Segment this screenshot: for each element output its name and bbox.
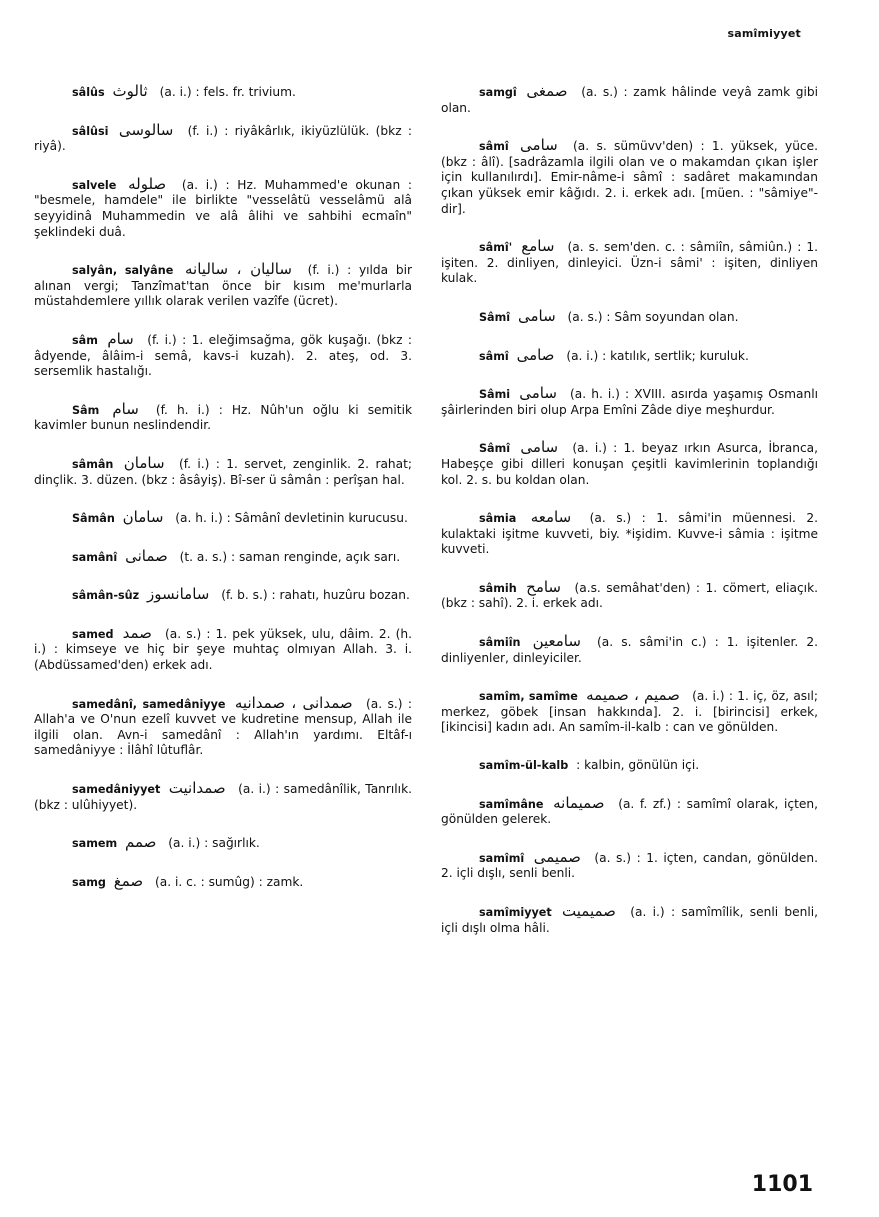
entry-arabic-script: صمیمیت: [562, 902, 616, 920]
dictionary-entry: [34, 174, 413, 240]
dictionary-entry: [34, 871, 412, 891]
dictionary-entry: [441, 634, 818, 666]
entry-definition: (a. s.) : 1. sâmi'in müennesi. 2. kulaktaki işitme kuvveti, biy. *işidim. Kuvve-i sâmia : işitme kuvveti.: [441, 511, 819, 557]
entry-definition: (a. s.) : zamk hâlinde veyâ zamk gibi olan.: [441, 85, 819, 115]
dictionary-entry: [441, 386, 818, 418]
dictionary-entry: [441, 904, 818, 936]
entry-definition: (f. i.) : 1. eleğimsağma, gök kuşağı. (bkz : âdyende, âlâim-i semâ, kavs-i kuzah). 2. ateş, od. 3. sersemlik hastalığı.: [34, 332, 413, 379]
entry-definition: (a. s. sem'den. c. : sâmiîn, sâmiûn.) : 1. işiten. 2. dinliyen, dinleyici. Üzn-i sâmi' : işiten, dinliyen kulak.: [441, 240, 819, 286]
entry-definition: (a. s. sâmi'in c.) : 1. işitenler. 2. dinliyenler, dinleyiciler.: [441, 635, 818, 665]
right-column: [441, 84, 818, 958]
entry-headword: samîm, samîme: [479, 690, 578, 704]
dictionary-entry: [34, 546, 412, 566]
dictionary-entry: [441, 138, 818, 217]
dictionary-entry: [34, 453, 412, 488]
entry-arabic-script: صمم: [125, 833, 157, 852]
entry-headword: Sâmi: [479, 388, 511, 402]
entry-arabic-script: سامح: [526, 577, 561, 596]
entry-arabic-script: سامان: [122, 508, 164, 527]
entry-definition: (a. i.) : fels. fr. trivium.: [159, 85, 296, 99]
entry-arabic-script: سامع: [521, 237, 555, 256]
entry-definition: (a. f. zf.) : samîmî olarak, içten, gönülden gelerek.: [441, 796, 819, 827]
entry-definition: (a. s.) : Sâm soyundan olan.: [567, 309, 739, 324]
page-number: 1101: [751, 1172, 813, 1197]
entry-definition: (f. i.) : yılda bir alınan vergi; Tanzîmat'tan önce bir kısım me'murlarla müstahdemlere yıllık olarak verilen vazîfe (ücret).: [34, 263, 412, 309]
entry-headword: samîmâne: [479, 797, 544, 811]
running-head: samîmiyyet: [727, 27, 801, 40]
dictionary-entry: [441, 847, 818, 882]
dictionary-entry: [441, 345, 818, 365]
dictionary-entry: [441, 758, 818, 774]
entry-definition: (f. b. s.) : rahatı, huzûru bozan.: [221, 588, 410, 603]
entry-headword: Sâmî: [479, 310, 511, 324]
entry-definition: (a. s.) : 1. içten, candan, gönülden. 2. içli dışlı, senli benli.: [441, 850, 818, 881]
entry-arabic-script: ثالوث: [112, 82, 148, 100]
dictionary-entry: [34, 262, 412, 310]
entry-headword: samedâniyyet: [72, 783, 161, 797]
entry-definition: (f. h. i.) : Hz. Nûh'un oğlu ki semitik kavimler bunun neslindendir.: [34, 402, 413, 433]
entry-definition: (a. h. i.) : XVIII. asırda yaşamış Osmanlı şâirlerinden biri olup Arpa Emîni Zâde diye meşhurdur.: [441, 387, 819, 417]
entry-arabic-script: سامانسوز: [147, 585, 210, 604]
entry-arabic-script: سامی: [517, 306, 556, 325]
entry-arabic-script: سامعین: [532, 632, 581, 651]
dictionary-entry: [34, 781, 412, 813]
dictionary-entry: [441, 306, 818, 326]
dictionary-entry: [441, 440, 818, 488]
entry-definition: (t. a. s.) : saman renginde, açık sarı.: [179, 549, 401, 564]
entry-definition: (a. i.) : 1. beyaz ırkın Asurca, İbranca, Habeşçe gibi dilleri konuşan çeşitli kavimlerinin toplandığı kol. 2. s. bu koldan olan.: [441, 441, 819, 487]
entry-definition: (f. i.) : 1. servet, zenginlik. 2. rahat; dinçlik. 3. düzen. (bkz : âsâyiş). Bî-ser ü sâmân : perîşan hal.: [34, 456, 412, 487]
entry-headword: samîmî: [479, 851, 525, 865]
left-column: [34, 84, 412, 912]
entry-headword: samg: [72, 875, 106, 889]
dictionary-entry: [441, 239, 818, 287]
entry-headword: sâmî: [479, 349, 509, 363]
entry-headword: samem: [72, 837, 118, 851]
entry-definition: (a. i.) : samîmîlik, senli benli, içli dışlı olma hâli.: [441, 905, 819, 935]
entry-headword: samânî: [72, 550, 118, 564]
entry-definition: (a. i.) : katılık, sertlik; kuruluk.: [566, 348, 749, 363]
entry-arabic-script: سامان: [123, 453, 165, 472]
entry-arabic-script: صمد: [122, 623, 152, 642]
entry-definition: (a. s.) : 1. pek yüksek, ulu, dâim. 2. (h. i.) : kimseye ve hiç bir şeye muhtaç olmıyan Allah. 3. i. (Abdüssamed'den) erkek adı.: [34, 626, 412, 673]
entry-headword: sâlûsi: [72, 124, 109, 138]
dictionary-entry: [34, 84, 412, 101]
dictionary-entry: [34, 623, 412, 674]
dictionary-entry: [34, 329, 413, 380]
dictionary-entry: [441, 84, 818, 116]
entry-definition: (a. i.) : 1. iç, öz, asıl; merkez, göbek [insan hakkında]. 2. i. [birincisi] erkek, [ikincisi] kadın adı. An samîm-il-kalb : can ve gönülden.: [441, 689, 819, 735]
entry-headword: sâmân: [72, 457, 114, 471]
entry-headword: sâmia: [479, 512, 517, 526]
entry-definition: (f. i.) : riyâkârlık, ikiyüzlülük. (bkz : riyâ).: [34, 123, 413, 154]
entry-arabic-script: صمدانیت: [168, 779, 226, 798]
dictionary-entry: [441, 510, 818, 558]
entry-definition: (a. i.) : samedânîlik, Tanrılık. (bkz : ulûhiyyet).: [34, 782, 412, 812]
entry-arabic-script: صمیمانه: [553, 793, 605, 812]
entry-definition: (a. h. i.) : Sâmânî devletinin kurucusu.: [175, 511, 408, 526]
dictionary-entry: [441, 577, 819, 612]
dictionary-entry: [441, 793, 819, 828]
dictionary-entry: [34, 120, 413, 155]
entry-arabic-script: صلوله: [128, 174, 167, 193]
entry-arabic-script: صمیم ، صمیمه: [586, 686, 680, 705]
entry-headword: samgî: [479, 86, 517, 99]
entry-arabic-script: صمغ: [113, 871, 144, 890]
entry-arabic-script: صمغی: [526, 82, 568, 100]
entry-definition: (a. s. sümüvv'den) : 1. yüksek, yüce. (bkz : âlî). [sadrâzamla ilgili olan ve o makamdan çıkan işler için kullanılırdı]. Emir-nâme-i sâmî : sadâret makamından çıkan yüksek emir kâğıdı. 2. i. erkek adı. [müen. : "sâmiye"-dir].: [441, 139, 818, 216]
entry-headword: samedânî, samedâniyye: [72, 697, 226, 711]
entry-arabic-script: سامی: [520, 136, 558, 155]
dictionary-entry: [34, 835, 412, 852]
entry-arabic-script: سامعه: [530, 508, 572, 527]
entry-headword: sâlûs: [72, 86, 105, 99]
entry-headword: samed: [72, 627, 114, 641]
entry-definition: : kalbin, gönülün içi.: [576, 758, 700, 773]
entry-arabic-script: سامی: [520, 438, 559, 457]
entry-headword: sâm: [72, 333, 98, 347]
entry-headword: Sâmân: [72, 512, 115, 526]
entry-headword: samîmiyyet: [479, 906, 552, 919]
entry-headword: salvele: [72, 178, 117, 192]
entry-headword: sâmiîn: [479, 636, 521, 650]
entry-arabic-script: صمانی: [125, 546, 168, 565]
entry-definition: (a. i. c. : sumûg) : zamk.: [155, 874, 304, 889]
entry-arabic-script: صامی: [516, 345, 555, 364]
entry-arabic-script: سام: [112, 399, 139, 418]
entry-headword: Sâmî: [479, 442, 511, 456]
dictionary-entry: [441, 688, 818, 736]
entry-headword: sâmî': [479, 241, 513, 255]
entry-arabic-script: صمیمی: [533, 847, 581, 866]
entry-arabic-script: سالیان ، سالیانه: [185, 260, 292, 279]
entry-definition: (a. i.) : Hz. Muhammed'e okunan : "besmele, hamdele" ile birlikte "vesselâtü vesselâmü alâ seyyidinâ Muhammedin ve alâ âlihi ve sahbihi ecmaîn" şeklindeki duâ.: [34, 177, 413, 239]
entry-arabic-script: سام: [107, 329, 134, 348]
entry-headword: sâmih: [479, 581, 517, 595]
entry-arabic-script: صمدانی ، صمدانیه: [234, 693, 353, 712]
dictionary-entry: [34, 399, 413, 434]
dictionary-entry: [34, 693, 413, 759]
dictionary-entry: [34, 587, 412, 604]
entry-headword: samîm-ül-kalb: [479, 759, 569, 773]
dictionary-entry: [34, 510, 412, 527]
entry-definition: (a. i.) : sağırlık.: [168, 836, 260, 851]
entry-headword: salyân, salyâne: [72, 264, 174, 278]
entry-headword: sâmî: [479, 140, 509, 154]
entry-arabic-script: سالوسی: [118, 120, 174, 139]
entry-arabic-script: سامی: [519, 384, 557, 403]
entry-headword: Sâm: [72, 403, 100, 417]
entry-headword: sâmân-sûz: [72, 589, 140, 603]
entry-definition: (a.s. semâhat'den) : 1. cömert, eliaçık. (bkz : sahî). 2. i. erkek adı.: [441, 580, 819, 611]
entry-definition: (a. s.) : Allah'a ve O'nun ezelî kuvvet ve kudretine mensup, Allah ile ilgili olan. Avn-i samedânî : Allah'ın yardımı. Eltâf-ı samedâniyye : İlâhî lûtuflâr.: [34, 696, 413, 758]
